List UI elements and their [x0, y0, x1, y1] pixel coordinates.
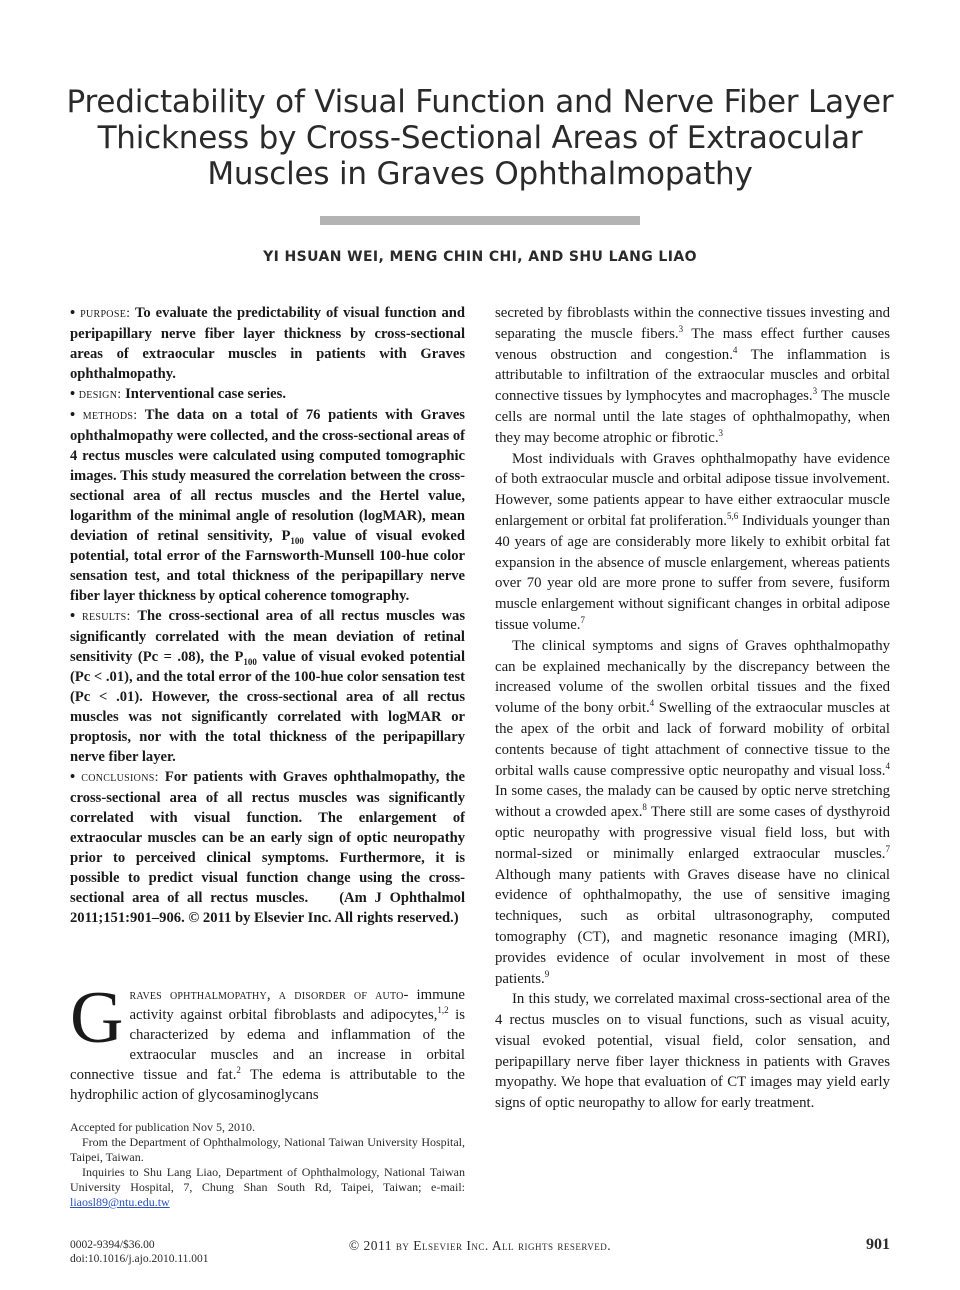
citation-ref: 4 — [885, 760, 890, 771]
bullet-icon: • — [70, 608, 82, 624]
right-column — [495, 303, 890, 1114]
methods-text-cont: value of visual evoked potential, total error of the Farnsworth-Munsell 100-hue color sensation test, and total thickness of the peripapillary nerve fiber layer thickness by optical coherence tomography. — [70, 528, 465, 604]
intro-text: is characterized by edema and inflammation of the extraocular muscles and an increase in orbital connective tissue and fat. — [70, 1007, 465, 1084]
body-text: The muscle cells are normal until the late stages of ophthalmopathy, when they may become atrophic or fibrotic. — [495, 388, 890, 446]
citation-ref: 9 — [544, 968, 550, 979]
methods-text: The data on a total of 76 patients with Graves ophthalmopathy were collected, and the cross-sectional areas of 4 rectus muscles were calculated using computed tomographic images. This study measured the correlation between the cross-sectional area of all rectus muscles and the Hertel value, logarithm of the minimal angle of resolution (logMAR), mean deviation of retinal sensitivity, P — [70, 407, 465, 544]
abstract-conclusions — [70, 767, 465, 928]
body-text: The clinical symptoms and signs of Graves ophthalmopathy can be explained mechanically by the discrepancy between the increased volume of the swollen orbital tissues and the fixed volume of the bony orbit. — [495, 637, 890, 717]
results-text-cont: value of visual evoked potential (Pc < .01), and the total error of the 100-hue color sensation test (Pc < .01). However, the cross-sectional area of all rectus muscles was not significantly correlated with logMAR or proptosis, nor with the total thickness of the peripapillary nerve fiber layer. — [70, 649, 465, 765]
purpose-label: purpose: — [80, 306, 131, 321]
design-text: Interventional case series. — [125, 386, 286, 402]
intro-text: immune activity against orbital fibroblasts and adipocytes, — [129, 987, 465, 1024]
bullet-icon: • — [70, 769, 82, 785]
citation-ref: 2 — [236, 1065, 241, 1076]
intro-text: The edema is attributable to the hydrophilic action of glycosaminoglycans — [70, 1067, 465, 1104]
citation-ref: 7 — [580, 615, 585, 626]
methods-subscript: 100 — [290, 535, 304, 546]
author-list: YI HSUAN WEI, MENG CHIN CHI, AND SHU LANG LIAO — [263, 249, 697, 265]
citation-ref: 4 — [649, 698, 655, 709]
paragraph — [495, 449, 890, 636]
abstract-citation: (Am J Ophthalmol 2011;151:901–906. © 2011 by Elsevier Inc. All rights reserved.) — [70, 890, 465, 926]
bullet-icon: • — [70, 386, 79, 402]
citation-ref: 8 — [642, 802, 647, 813]
body-text: Swelling of the extraocular muscles at the apex of the orbit and lack of forward mobility of orbital contents because of tight attachment of connective tissue to the orbital walls cause compressive optic neuropathy and visual loss. — [495, 700, 890, 779]
copyright: © 2011 by Elsevier Inc. All rights reserved. — [348, 1238, 612, 1253]
citation-ref: 1,2 — [437, 1005, 449, 1016]
paragraph: In this study, we correlated maximal cross-sectional area of the 4 rectus muscles on to visual functions, such as visual acuity, visual evoked potential, visual field, color sensation, and peripapillary nerve fiber layer thickness in patients with Graves myopathy. We hope that evaluation of CT images may yield early signs of optic neuropathy to allow for early treatment. — [495, 991, 890, 1112]
body-text: Individuals younger than 40 years of age are considerably more likely to exhibit orbital fat expansion in the absence of muscle enlargement, whereas patients over 70 year old are more prone to suffer from severe, fusiform muscle enlargement without significant changes in orbital adipose tissue volume. — [495, 512, 890, 633]
affiliation-note: From the Department of Ophthalmology, National Taiwan University Hospital, Taipei, Taiwan. — [70, 1135, 465, 1164]
page-number: 901 — [866, 1236, 890, 1253]
intro-smallcaps: raves ophthalmopathy, a disorder of auto- — [129, 987, 409, 1003]
inquiries-text: Inquiries to Shu Lang Liao, Department of Ophthalmology, National Taiwan University Hospital, 7, Chung Shan South Rd, Taipei, Taiwan; e-mail: — [70, 1165, 465, 1194]
drop-cap: G — [70, 977, 124, 1059]
citation-ref: 4 — [732, 344, 738, 355]
conclusions-label: conclusions: — [81, 770, 159, 785]
body-text: There still are some cases of dysthyroid optic neuropathy with progressive visual field loss, but with normal-sized or minimally enlarged extraocular muscles. — [495, 804, 890, 862]
body-text: The inflammation is attributable to infiltration of the extraocular muscles and orbital connective tissues by lymphocytes and macrophages. — [495, 346, 890, 405]
results-text: The cross-sectional area of all rectus muscles was significantly correlated with the mean deviation of retinal sensitivity (Pc = .08), the P — [70, 608, 466, 665]
paragraph — [495, 636, 890, 990]
design-label: design: — [78, 387, 122, 402]
citation-ref: 3 — [678, 323, 684, 334]
accepted-note: Accepted for publication Nov 5, 2010. — [70, 1120, 255, 1134]
bullet-icon: • — [70, 305, 81, 321]
footnotes — [70, 1120, 465, 1210]
bullet-icon: • — [70, 407, 83, 423]
body-text: Although many patients with Graves disease have no clinical evidence of ophthalmopathy, the use of sensitive imaging techniques, such as orbital ultrasonography, computed tomography (CT), and magnetic resonance imaging (MRI), provides evidence of ocular involvement in most of these patients. — [495, 866, 890, 987]
abstract-results — [70, 606, 465, 767]
abstract-methods — [70, 405, 465, 606]
abstract — [70, 303, 465, 928]
issn: 0002-9394/$36.00 — [70, 1239, 155, 1251]
email-link[interactable]: liaosl89@ntu.edu.tw — [70, 1195, 170, 1209]
citation-ref: 7 — [885, 843, 890, 854]
body-text: In some cases, the malady can be caused by optic nerve stretching without a crowded apex. — [495, 783, 890, 821]
inquiries-note — [70, 1165, 465, 1210]
body-text: The mass effect further causes venous obstruction and congestion. — [495, 325, 890, 363]
paragraph — [495, 303, 890, 449]
abstract-purpose — [70, 303, 465, 384]
article-title: Predictability of Visual Function and Nerve Fiber Layer Thickness by Cross-Sectional Areas of Extraocular Muscles in Graves Ophthalmopathy — [66, 84, 894, 192]
body-text: secreted by fibroblasts within the connective tissues investing and separating the muscle fibers. — [495, 305, 890, 342]
citation-ref: 3 — [812, 386, 818, 397]
introduction — [70, 977, 465, 1106]
results-subscript: 100 — [243, 656, 257, 667]
conclusions-text: For patients with Graves ophthalmopathy, the cross-sectional area of all rectus muscles was significantly correlated with visual function. The enlargement of extraocular muscles can be an early sign of optic neuropathy prior to perceived clinical symptoms. Furthermore, it is possible to predict visual function change using the cross-sectional area of all rectus muscles. — [70, 769, 465, 906]
page-footer — [70, 1238, 890, 1268]
purpose-text: To evaluate the predictability of visual function and peripapillary nerve fiber layer thickness by cross-sectional areas of extraocular muscles in patients with Graves ophthalmopathy. — [70, 305, 465, 382]
body-text: Most individuals with Graves ophthalmopathy have evidence of both extraocular muscle and orbital adipose tissue involvement. However, some patients appear to have either extraocular muscle enlargement or orbital fat proliferation. — [495, 450, 890, 529]
methods-label: methods: — [82, 408, 138, 423]
results-label: results: — [81, 609, 131, 624]
doi: doi:10.1016/j.ajo.2010.11.001 — [70, 1253, 209, 1265]
title-divider-bar — [320, 216, 640, 225]
left-column — [70, 303, 465, 928]
abstract-design — [70, 384, 465, 405]
citation-ref: 5,6 — [727, 511, 739, 522]
citation-ref: 3 — [718, 427, 724, 438]
